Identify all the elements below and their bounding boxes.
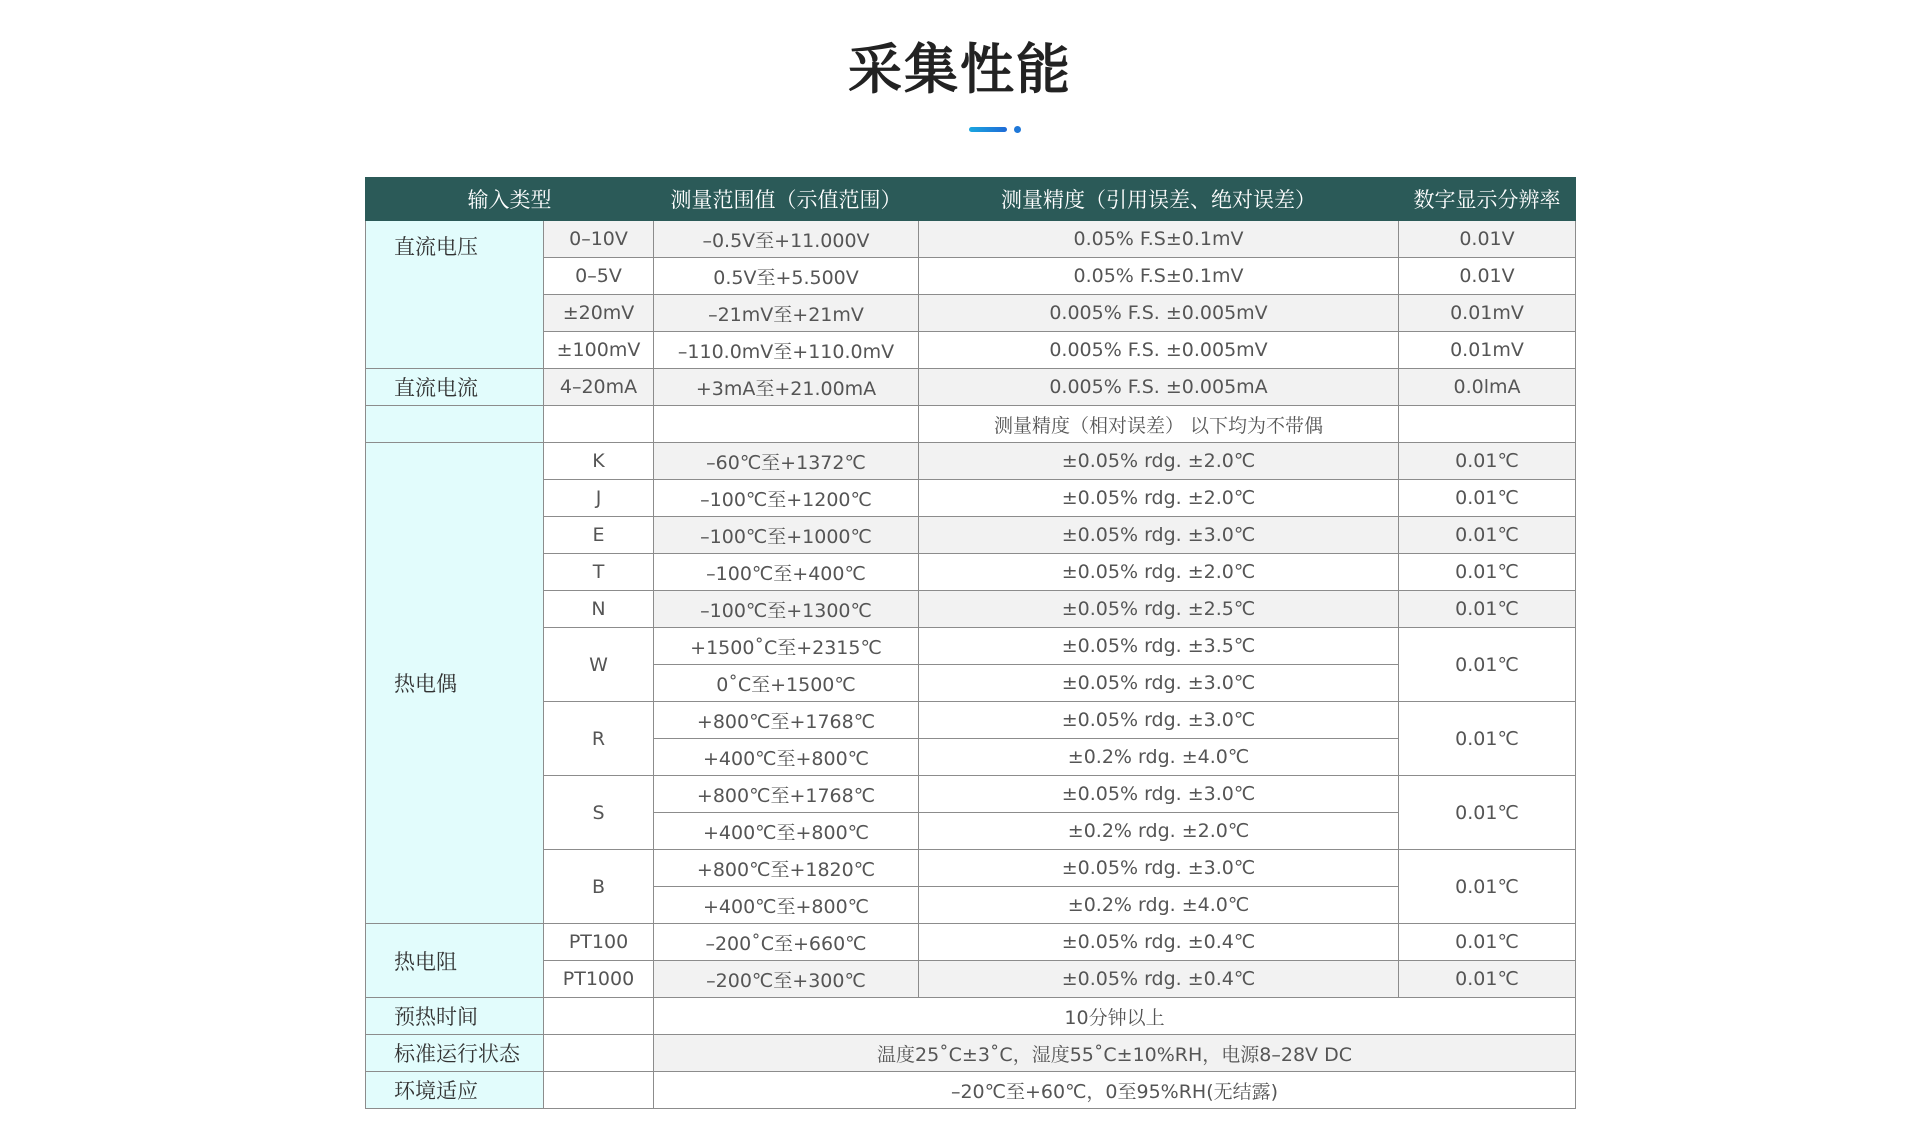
resolution-cell: 0.01℃ [1399,554,1576,591]
page-title: 采集性能 [848,38,1072,101]
accuracy-cell: ±0.2% rdg. ±4.0℃ [919,739,1399,776]
range-cell: –200˚C至+660℃ [654,924,919,961]
note-category-blank [366,406,544,443]
input-type-cell: W [544,628,654,702]
input-type-cell: T [544,554,654,591]
table-row [366,591,1576,628]
accuracy-cell: ±0.2% rdg. ±4.0℃ [919,887,1399,924]
range-cell: –21mV至+21mV [654,295,919,332]
input-type-cell: J [544,480,654,517]
input-type-cell: 0–5V [544,258,654,295]
table-row [366,628,1576,665]
range-cell: +800℃至+1820℃ [654,850,919,887]
input-type-cell: PT1000 [544,961,654,998]
table-row [366,517,1576,554]
accuracy-cell: ±0.05% rdg. ±3.0℃ [919,665,1399,702]
accuracy-cell: 0.05% F.S±0.1mV [919,221,1399,258]
table-row [366,554,1576,591]
header-range: 测量范围值（示值范围） [654,178,919,221]
range-cell: 0˚C至+1500℃ [654,665,919,702]
resolution-cell: 0.01℃ [1399,924,1576,961]
input-type-cell: R [544,702,654,776]
accuracy-cell: 0.005% F.S. ±0.005mA [919,369,1399,406]
title-underline-decoration [969,126,1029,134]
spec-table [365,177,1576,1109]
standard-type-blank [544,1035,654,1072]
category-environment: 环境适应 [366,1072,544,1109]
input-type-cell: E [544,517,654,554]
header-input-type: 输入类型 [366,178,654,221]
note-text: 测量精度（相对误差） 以下均为不带偶 [919,406,1399,443]
category-standard-condition: 标准运行状态 [366,1035,544,1072]
table-row [366,850,1576,887]
note-type-blank [544,406,654,443]
range-cell: +400℃至+800℃ [654,739,919,776]
resolution-cell: 0.01V [1399,258,1576,295]
range-cell: +400℃至+800℃ [654,813,919,850]
table-row [366,443,1576,480]
range-cell: +3mA至+21.00mA [654,369,919,406]
header-accuracy: 测量精度（引用误差、绝对误差） [919,178,1399,221]
range-cell: –200℃至+300℃ [654,961,919,998]
warmup-type-blank [544,998,654,1035]
range-cell: –0.5V至+11.000V [654,221,919,258]
input-type-cell: 0–10V [544,221,654,258]
environment-value: –20℃至+60℃，0至95%RH(无结露) [654,1072,1576,1109]
warmup-value: 10分钟以上 [654,998,1576,1035]
accuracy-cell: ±0.05% rdg. ±0.4℃ [919,924,1399,961]
accuracy-cell: ±0.05% rdg. ±3.0℃ [919,517,1399,554]
resolution-cell: 0.01℃ [1399,850,1576,924]
range-cell: 0.5V至+5.500V [654,258,919,295]
table-row [366,776,1576,813]
range-cell: +400℃至+800℃ [654,887,919,924]
table-row [366,1035,1576,1072]
table-note-row [366,406,1576,443]
resolution-cell: 0.0lmA [1399,369,1576,406]
accuracy-cell: ±0.05% rdg. ±3.5℃ [919,628,1399,665]
resolution-cell: 0.01℃ [1399,702,1576,776]
note-range-blank [654,406,919,443]
resolution-cell: 0.01℃ [1399,480,1576,517]
resolution-cell: 0.01℃ [1399,776,1576,850]
range-cell: +800℃至+1768℃ [654,776,919,813]
input-type-cell: S [544,776,654,850]
range-cell: –110.0mV至+110.0mV [654,332,919,369]
standard-condition-value: 温度25˚C±3˚C，湿度55˚C±10%RH，电源8–28V DC [654,1035,1576,1072]
range-cell: –100℃至+1000℃ [654,517,919,554]
table-row [366,295,1576,332]
resolution-cell: 0.01℃ [1399,628,1576,702]
table-row [366,702,1576,739]
table-row [366,961,1576,998]
note-resolution-blank [1399,406,1576,443]
category-dc-current: 直流电流 [366,369,544,406]
accuracy-cell: ±0.2% rdg. ±2.0℃ [919,813,1399,850]
resolution-cell: 0.01℃ [1399,591,1576,628]
accuracy-cell: 0.005% F.S. ±0.005mV [919,295,1399,332]
range-cell: –100℃至+1200℃ [654,480,919,517]
table-header-row [366,178,1576,221]
input-type-cell: ±100mV [544,332,654,369]
accuracy-cell: 0.05% F.S±0.1mV [919,258,1399,295]
accuracy-cell: ±0.05% rdg. ±2.0℃ [919,554,1399,591]
range-cell: +800℃至+1768℃ [654,702,919,739]
table-row [366,258,1576,295]
input-type-cell: N [544,591,654,628]
accuracy-cell: ±0.05% rdg. ±2.0℃ [919,480,1399,517]
resolution-cell: 0.01mV [1399,332,1576,369]
resolution-cell: 0.01V [1399,221,1576,258]
table-row [366,1072,1576,1109]
accuracy-cell: ±0.05% rdg. ±3.0℃ [919,702,1399,739]
input-type-cell: PT100 [544,924,654,961]
resolution-cell: 0.01℃ [1399,443,1576,480]
table-row [366,332,1576,369]
resolution-cell: 0.01℃ [1399,517,1576,554]
range-cell: –100℃至+1300℃ [654,591,919,628]
category-dc-voltage: 直流电压 [366,221,544,369]
table-row [366,369,1576,406]
table-row [366,998,1576,1035]
table-row [366,221,1576,258]
environment-type-blank [544,1072,654,1109]
accuracy-cell: ±0.05% rdg. ±2.0℃ [919,443,1399,480]
accuracy-cell: ±0.05% rdg. ±2.5℃ [919,591,1399,628]
resolution-cell: 0.01℃ [1399,961,1576,998]
decoration-bar [969,127,1007,132]
table-row [366,480,1576,517]
accuracy-cell: 0.005% F.S. ±0.005mV [919,332,1399,369]
range-cell: –100℃至+400℃ [654,554,919,591]
category-rtd: 热电阻 [366,924,544,998]
input-type-cell: B [544,850,654,924]
range-cell: +1500˚C至+2315℃ [654,628,919,665]
header-resolution: 数字显示分辨率 [1399,178,1576,221]
accuracy-cell: ±0.05% rdg. ±3.0℃ [919,776,1399,813]
range-cell: –60℃至+1372℃ [654,443,919,480]
input-type-cell: K [544,443,654,480]
accuracy-cell: ±0.05% rdg. ±3.0℃ [919,850,1399,887]
table-row [366,924,1576,961]
accuracy-cell: ±0.05% rdg. ±0.4℃ [919,961,1399,998]
category-thermocouple: 热电偶 [366,443,544,924]
input-type-cell: 4–20mA [544,369,654,406]
decoration-dot [1014,126,1021,133]
input-type-cell: ±20mV [544,295,654,332]
resolution-cell: 0.01mV [1399,295,1576,332]
category-warmup: 预热时间 [366,998,544,1035]
